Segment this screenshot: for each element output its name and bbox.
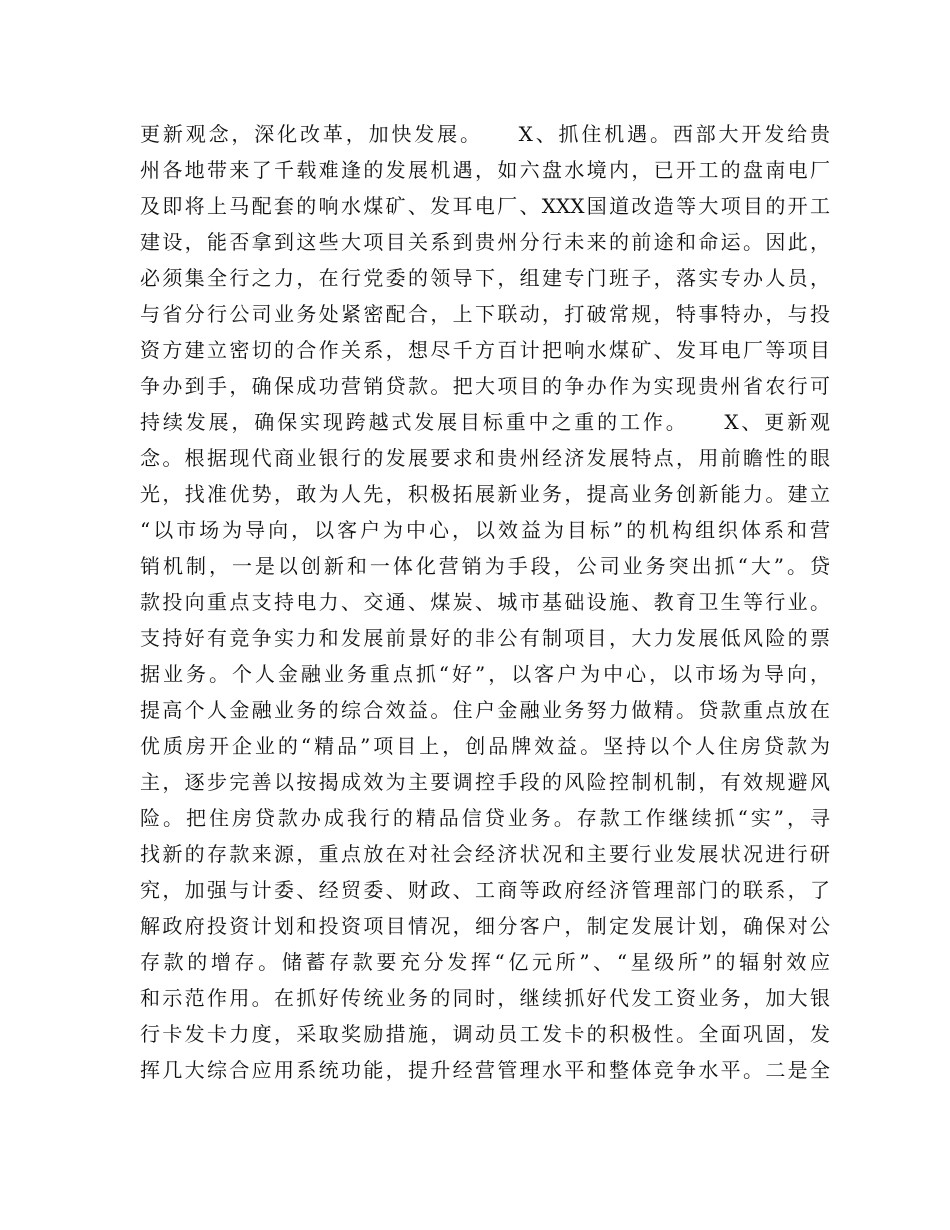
text-line: 存款的增存。储蓄存款要充分发挥“亿元所”、“星级所”的辐射效应	[140, 950, 830, 974]
text-line: 行卡发卡力度，采取奖励措施，调动员工发卡的积极性。全面巩固，发	[140, 1022, 830, 1046]
text-line: 念。根据现代商业银行的发展要求和贵州经济发展特点，用前瞻性的眼	[140, 446, 830, 470]
text-line: 款投向重点支持电力、交通、煤炭、城市基础设施、教育卫生等行业。	[140, 590, 830, 614]
text-line: 主，逐步完善以按揭成效为主要调控手段的风险控制机制，有效规避风	[140, 770, 830, 794]
text-line: 提高个人金融业务的综合效益。住户金融业务努力做精。贷款重点放在	[140, 698, 830, 722]
text-line: 挥几大综合应用系统功能，提升经营管理水平和整体竞争水平。二是全	[140, 1058, 830, 1082]
text-line: 争办到手，确保成功营销贷款。把大项目的争办作为实现贵州省农行可	[140, 374, 830, 398]
text-line: 和示范作用。在抓好传统业务的同时，继续抓好代发工资业务，加大银	[140, 986, 830, 1010]
text-line: 更新观念，深化改革，加快发展。 X、抓住机遇。西部大开发给贵	[140, 122, 830, 146]
text-line: 据业务。个人金融业务重点抓“好”，以客户为中心，以市场为导向，	[140, 662, 830, 686]
text-line: 优质房开企业的“精品”项目上，创品牌效益。坚持以个人住房贷款为	[140, 734, 830, 758]
body-text	[140, 116, 830, 1088]
text-line: 持续发展，确保实现跨越式发展目标重中之重的工作。 X、更新观	[140, 410, 830, 434]
text-line: 解政府投资计划和投资项目情况，细分客户，制定发展计划，确保对公	[140, 914, 830, 938]
text-line: 找新的存款来源，重点放在对社会经济状况和主要行业发展状况进行研	[140, 842, 830, 866]
text-line: 资方建立密切的合作关系，想尽千方百计把响水煤矿、发耳电厂等项目	[140, 338, 830, 362]
text-line: 与省分行公司业务处紧密配合，上下联动，打破常规，特事特办，与投	[140, 302, 830, 326]
text-line: 支持好有竞争实力和发展前景好的非公有制项目，大力发展低风险的票	[140, 626, 830, 650]
text-line: “以市场为导向，以客户为中心，以效益为目标”的机构组织体系和营	[140, 518, 830, 542]
text-line: 销机制，一是以创新和一体化营销为手段，公司业务突出抓“大”。贷	[140, 554, 830, 578]
text-line: 险。把住房贷款办成我行的精品信贷业务。存款工作继续抓“实”，寻	[140, 806, 830, 830]
text-line: 州各地带来了千载难逢的发展机遇，如六盘水境内，已开工的盘南电厂	[140, 158, 830, 182]
text-line: 光，找准优势，敢为人先，积极拓展新业务，提高业务创新能力。建立	[140, 482, 830, 506]
text-line: 究，加强与计委、经贸委、财政、工商等政府经济管理部门的联系，了	[140, 878, 830, 902]
text-line: 建设，能否拿到这些大项目关系到贵州分行未来的前途和命运。因此，	[140, 230, 830, 254]
text-line: 必须集全行之力，在行党委的领导下，组建专门班子，落实专办人员，	[140, 266, 830, 290]
text-line: 及即将上马配套的响水煤矿、发耳电厂、XXX国道改造等大项目的开工	[140, 194, 830, 218]
